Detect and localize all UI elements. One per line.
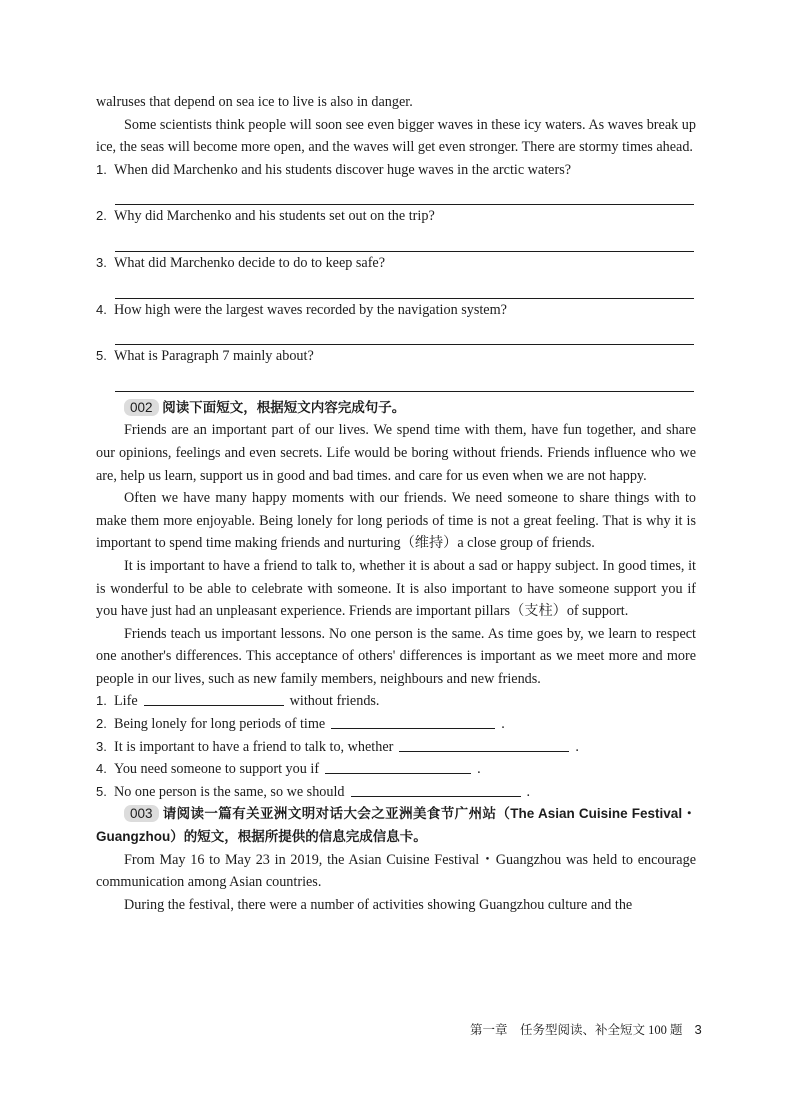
question-block-1: [96, 159, 696, 392]
passage-paragraph: Often we have many happy moments with our friends. We need someone to share things with to make them more enjoyable. Being lonely for long periods of time is not a great feeling. That is why it is important to spend time making friends and nurturing（维持）a close group of friends.: [96, 490, 696, 552]
passage-paragraph: During the festival, there were a number of activities showing Guangzhou culture and the: [124, 896, 633, 913]
passage-paragraph: Some scientists think people will soon see even bigger waves in these icy waters. As waves break up ice, the seas will become more open, and the waves will get even stronger. There are stormy times ahead.: [96, 116, 696, 156]
page-footer: [470, 1020, 702, 1038]
passage-line: walruses that depend on sea ice to live is also in danger.: [96, 94, 413, 110]
fill-item: 1. Life without friends.: [96, 690, 696, 713]
question-item: 5. What is Paragraph 7 mainly about?: [96, 348, 314, 365]
section-number-badge: 003: [124, 805, 159, 822]
blank-field[interactable]: [325, 758, 471, 774]
answer-line[interactable]: [115, 321, 694, 345]
fill-in-items: [96, 690, 696, 803]
passage-paragraph: From May 16 to May 23 in 2019, the Asian Cuisine Festival・Guangzhou was held to encourage communication among Asian countries.: [96, 851, 696, 891]
chapter-title: 第一章 任务型阅读、补全短文 100 题: [470, 1023, 683, 1037]
fill-item: 2. Being lonely for long periods of time .: [96, 713, 696, 736]
blank-field[interactable]: [331, 713, 495, 729]
section-003-heading: [96, 803, 696, 848]
question-item: 2. Why did Marchenko and his students set out on the trip?: [96, 208, 435, 225]
answer-line[interactable]: [115, 275, 694, 299]
blank-field[interactable]: [144, 690, 284, 706]
passage-paragraph: Friends teach us important lessons. No one person is the same. As time goes by, we learn to respect one another's differences. This acceptance of others' differences is important as we meet more and more people in our lives, such as new family members, neighbours and new friends.: [96, 625, 696, 687]
page-content: [96, 91, 696, 916]
question-item: 1. When did Marchenko and his students discover huge waves in the arctic waters?: [96, 161, 572, 178]
answer-line[interactable]: [115, 228, 694, 252]
section-instruction: 请阅读一篇有关亚洲文明对话大会之亚洲美食节广州站（The Asian Cuisine Festival・Guangzhou）的短文，根据所提供的信息完成信息卡。: [96, 806, 696, 845]
page-number: 3: [694, 1022, 702, 1037]
section-number-badge: 002: [124, 399, 159, 416]
fill-item: 3. It is important to have a friend to talk to, whether .: [96, 736, 696, 759]
blank-field[interactable]: [351, 781, 521, 797]
fill-item: 4. You need someone to support you if .: [96, 758, 696, 781]
question-item: 4. How high were the largest waves recorded by the navigation system?: [96, 301, 507, 318]
question-item: 3. What did Marchenko decide to do to keep safe?: [96, 254, 386, 271]
section-002-heading: [124, 397, 696, 420]
answer-line[interactable]: [115, 181, 694, 205]
blank-field[interactable]: [399, 736, 569, 752]
section-instruction: 阅读下面短文，根据短文内容完成句子。: [162, 399, 406, 415]
passage-paragraph: It is important to have a friend to talk to, whether it is about a sad or happy subject. In good times, it is wonderful to be able to celebrate with someone. It is also important to have someone support you if you have just had an unpleasant experience. Friends are important pillars（支柱）of support.: [96, 557, 696, 620]
answer-line[interactable]: [115, 368, 694, 392]
passage-paragraph: Friends are an important part of our lives. We spend time with them, have fun together, and share our opinions, feelings and even secrets. Life would be boring without friends. Friends influence who we are, help us learn, support us in good and bad times. and care for us even when we are not happy.: [96, 422, 696, 484]
fill-item: 5. No one person is the same, so we should .: [96, 781, 696, 804]
